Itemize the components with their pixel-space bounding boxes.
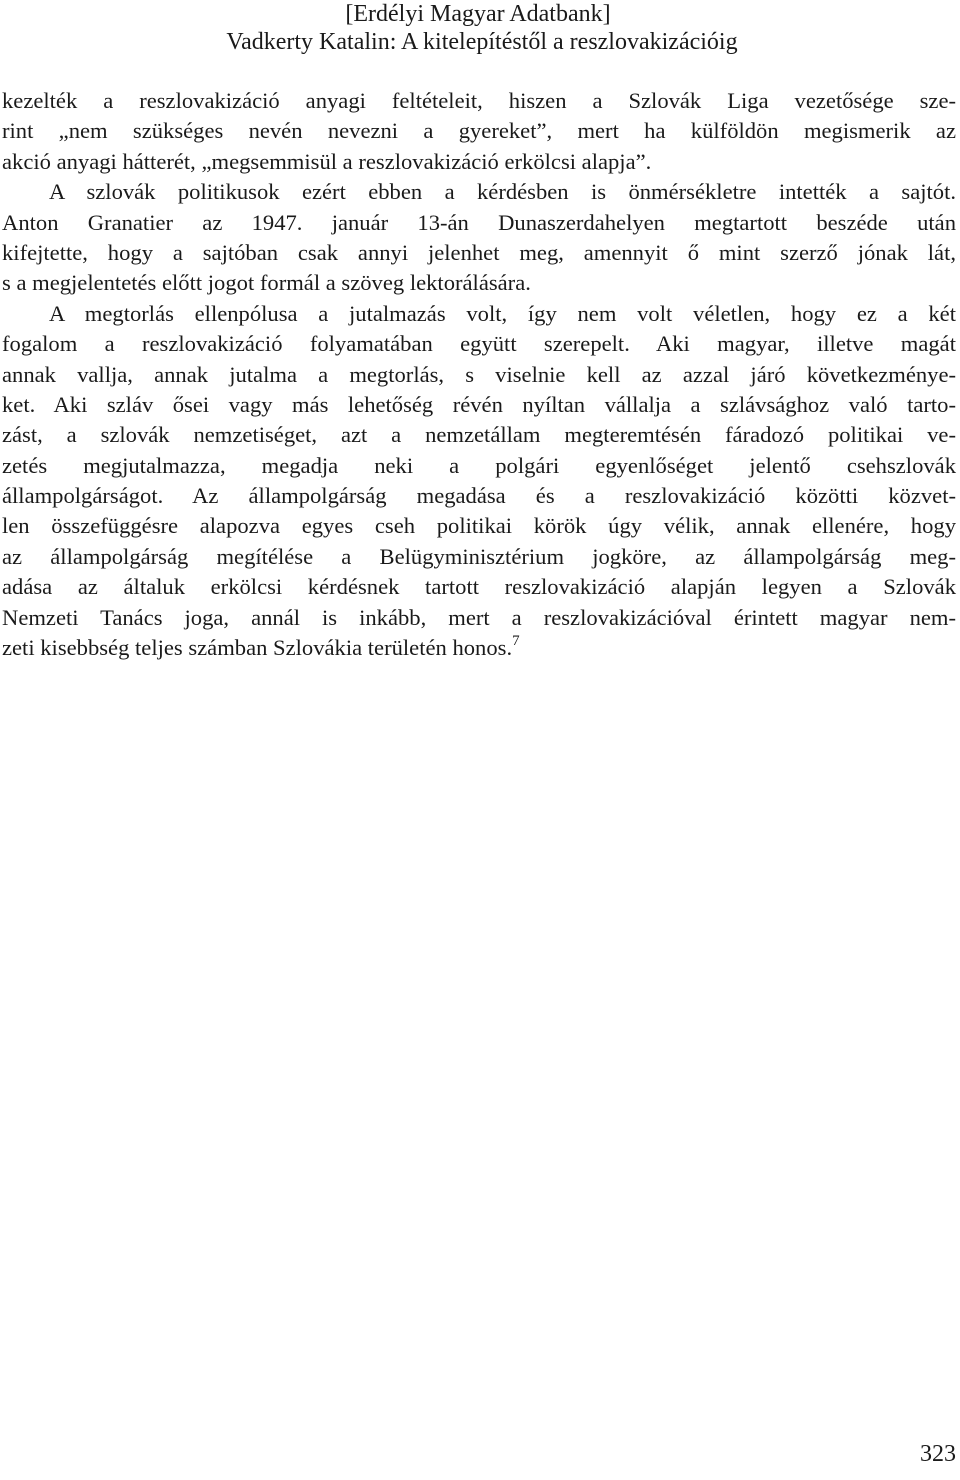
body-text bbox=[2, 86, 956, 663]
text-line-last bbox=[2, 633, 956, 663]
text-line: Anton Granatier az 1947. január 13-án Dunaszerdahelyen megtartott beszéde után bbox=[2, 209, 956, 235]
text-line: kezelték a reszlovakizáció anyagi feltételeit, hiszen a Szlovák Liga vezetősége sze- bbox=[2, 88, 956, 113]
text-line: állampolgárságot. Az állampolgárság megadása és a reszlovakizáció közötti közvet- bbox=[2, 483, 956, 509]
header-source: [Erdélyi Magyar Adatbank] bbox=[345, 1, 611, 27]
page-number: 323 bbox=[920, 1441, 956, 1467]
text-line: A szlovák politikusok ezért ebben a kérdésben is önmérsékletre intették a sajtót. bbox=[49, 179, 956, 205]
text-line: A megtorlás ellenpólusa a jutalmazás volt, így nem volt véletlen, hogy ez a két bbox=[49, 300, 956, 326]
text-line: annak vallja, annak jutalma a megtorlás, s viselnie kell az azzal járó következménye- bbox=[2, 361, 956, 387]
text-line: s a megjelentetés előtt jogot formál a szöveg lektorálására. bbox=[2, 270, 531, 296]
text-line: rint „nem szükséges nevén nevezni a gyereket”, mert ha külföldön megismerik az bbox=[2, 118, 956, 144]
text-line: az állampolgárság megítélése a Belügyminisztérium jogköre, az állampolgárság meg- bbox=[2, 543, 956, 569]
text-line: fogalom a reszlovakizáció folyamatában együtt szerepelt. Aki magyar, illetve magát bbox=[2, 331, 956, 357]
text-line: kifejtette, hogy a sajtóban csak annyi jelenhet meg, amennyit ő mint szerző jónak lát, bbox=[2, 239, 956, 265]
text-line: len összefüggésre alapozva egyes cseh politikai körök úgy vélik, annak ellenére, hogy bbox=[2, 513, 956, 539]
text-line: adása az általuk erkölcsi kérdésnek tartott reszlovakizáció alapján legyen a Szlovák bbox=[2, 574, 956, 600]
footnote-reference[interactable]: 7 bbox=[512, 633, 520, 650]
text-line: Nemzeti Tanács joga, annál is inkább, mert a reszlovakizációval érintett magyar nem- bbox=[2, 604, 956, 630]
text-line: zetés megjutalmazza, megadja neki a polgári egyenlőséget jelentő csehszlovák bbox=[2, 452, 956, 478]
text-line: akció anyagi hátterét, „megsemmisül a reszlovakizáció erkölcsi alapja”. bbox=[2, 148, 652, 174]
text-line-content: zeti kisebbség teljes számban Szlovákia területén honos. bbox=[2, 635, 513, 661]
text-line: zást, a szlovák nemzetiséget, azt a nemzetállam megteremtésén fáradozó politikai ve- bbox=[2, 422, 956, 448]
text-line: ket. Aki szláv ősei vagy más lehetőség révén nyíltan vállalja a szlávsághoz való tarto- bbox=[2, 391, 956, 417]
header-title: Vadkerty Katalin: A kitelepítéstől a reszlovakizációig bbox=[226, 29, 738, 55]
